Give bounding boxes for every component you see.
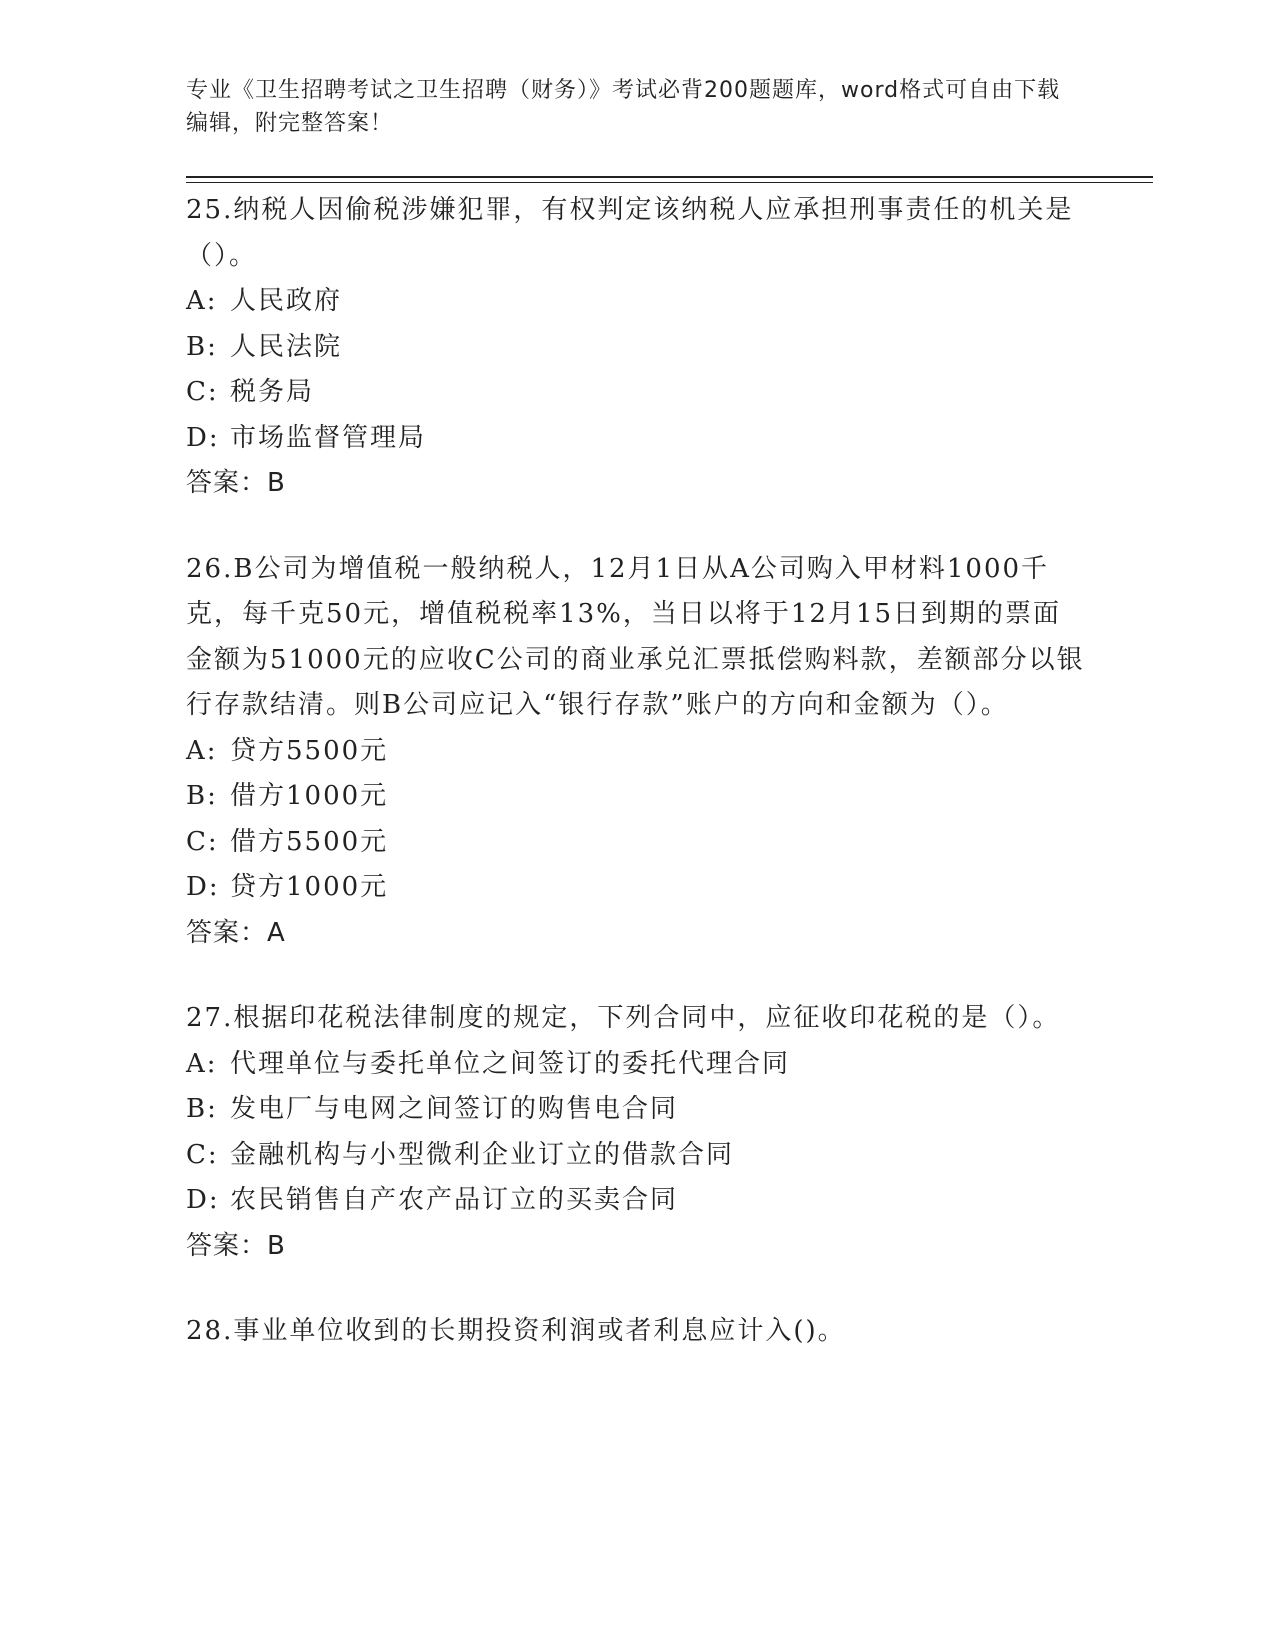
option-text: 借方1000元: [230, 781, 389, 811]
option-list: [186, 279, 1086, 461]
option-letter: D:: [186, 872, 220, 902]
option-c: [186, 370, 1086, 416]
option-b: [186, 1087, 1086, 1133]
question-spacer: [186, 507, 1086, 547]
question-list: [186, 188, 1086, 1355]
option-d: [186, 416, 1086, 462]
option-text: 人民法院: [230, 331, 343, 362]
question-text: 28.事业单位收到的长期投资利润或者利息应计入()。: [186, 1316, 846, 1346]
option-letter: C:: [186, 377, 219, 407]
option-b: [186, 325, 1086, 371]
option-letter: B:: [186, 331, 218, 362]
question-25: [186, 188, 1086, 507]
option-text: 人民政府: [230, 286, 343, 316]
option-list: [186, 729, 1086, 911]
option-a: [186, 279, 1086, 325]
option-letter: D:: [186, 422, 220, 453]
option-text: 借方5500元: [230, 826, 389, 857]
question-27: [186, 996, 1086, 1269]
option-b: [186, 774, 1086, 820]
answer-line: 答案：A: [186, 917, 286, 948]
option-letter: C:: [186, 826, 219, 857]
question-text: 26.B公司为增值税一般纳税人，12月1日从A公司购入甲材料1000千克，每千克50元，增值税税率13%，当日以将于12月15日到期的票面金额为51000元的应收C公司的商业承兑汇票抵偿购料款，差额部分以银行存款结清。则B公司应记入“银行存款”账户的方向和金额为（）。: [186, 553, 1085, 720]
answer-line: 答案：B: [186, 1230, 286, 1261]
question-text: 27.根据印花税法律制度的规定，下列合同中，应征收印花税的是（）。: [186, 1003, 1061, 1033]
option-letter: B:: [186, 781, 218, 811]
question-spacer: [186, 1269, 1086, 1309]
option-text: 市场监督管理局: [230, 422, 427, 453]
option-letter: A:: [186, 735, 218, 766]
header-divider-thick: [186, 176, 1153, 178]
option-text: 代理单位与委托单位之间签订的委托代理合同: [230, 1048, 791, 1079]
option-d: [186, 1178, 1086, 1224]
option-text: 农民销售自产农产品订立的买卖合同: [230, 1185, 679, 1215]
option-c: [186, 820, 1086, 866]
option-text: 发电厂与电网之间签订的购售电合同: [230, 1094, 679, 1124]
question-28: [186, 1309, 1086, 1355]
question-text: 25.纳税人因偷税涉嫌犯罪，有权判定该纳税人应承担刑事责任的机关是（）。: [186, 195, 1074, 271]
option-text: 贷方1000元: [230, 872, 389, 902]
option-c: [186, 1133, 1086, 1179]
answer-line: 答案：B: [186, 468, 286, 498]
option-a: [186, 729, 1086, 775]
option-text: 税务局: [230, 377, 315, 407]
option-text: 金融机构与小型微利企业订立的借款合同: [230, 1139, 735, 1170]
question-26: [186, 547, 1086, 957]
option-d: [186, 865, 1086, 911]
question-spacer: [186, 956, 1086, 996]
option-a: [186, 1042, 1086, 1088]
option-letter: D:: [186, 1185, 220, 1215]
option-letter: C:: [186, 1139, 219, 1170]
option-letter: B:: [186, 1094, 218, 1124]
option-text: 贷方5500元: [230, 735, 389, 766]
option-letter: A:: [186, 1048, 218, 1079]
option-list: [186, 1042, 1086, 1224]
document-header: 专业《卫生招聘考试之卫生招聘（财务）》考试必背200题题库，word格式可自由下载编辑，附完整答案！: [186, 78, 1061, 136]
option-letter: A:: [186, 286, 218, 316]
header-divider-thin: [186, 182, 1153, 183]
